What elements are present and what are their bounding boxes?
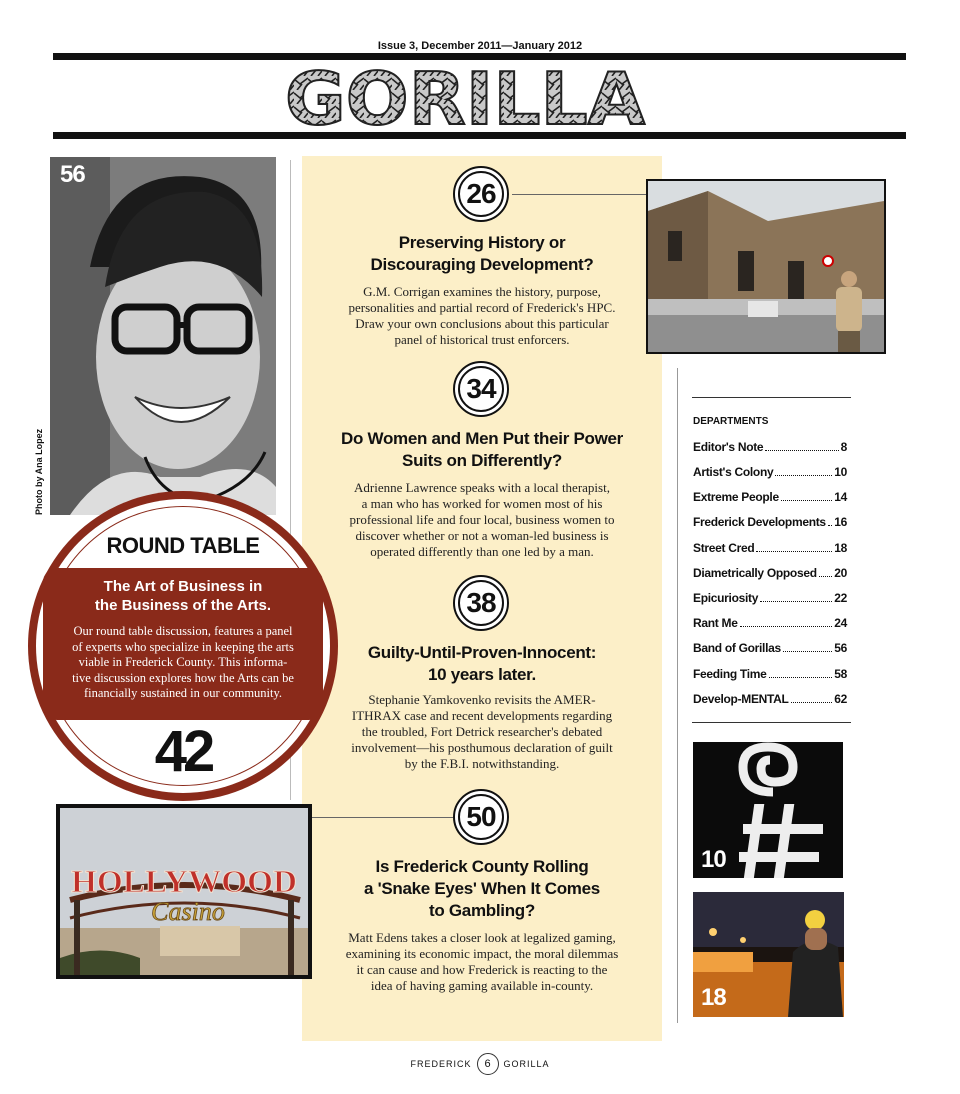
article-headline[interactable]: Preserving History or Discouraging Development? xyxy=(370,233,594,274)
footer-right: GORILLA xyxy=(503,1059,550,1069)
department-item[interactable]: Band of Gorillas 56 xyxy=(693,641,847,655)
department-item[interactable]: Editor's Note 8 xyxy=(693,440,847,454)
round-table-subtitle: The Art of Business in the Business of the Arts. xyxy=(94,578,272,614)
connector-line xyxy=(312,817,453,818)
masthead-logo xyxy=(280,62,650,130)
round-table-page-number: 42 xyxy=(154,719,212,784)
article-page-circle xyxy=(453,789,509,845)
article-page-number: 34 xyxy=(458,366,504,412)
article-page-circle xyxy=(453,575,509,631)
article-page-number: 50 xyxy=(458,794,504,840)
department-item[interactable]: Extreme People 14 xyxy=(693,490,847,504)
departments-heading: DEPARTMENTS xyxy=(693,416,769,427)
casino-script-text: Casino xyxy=(151,897,225,926)
hash-page-number: 10 xyxy=(701,846,726,873)
sidebar-divider xyxy=(677,368,678,1023)
masthead-text: GORILLA xyxy=(285,62,646,130)
street-page-number: 18 xyxy=(701,984,726,1011)
article-headline[interactable]: Is Frederick County Rolling a 'Snake Eyes' When It Comes to Gambling? xyxy=(364,857,600,920)
department-item[interactable]: Street Cred 18 xyxy=(693,541,847,555)
round-table-title: ROUND TABLE xyxy=(106,533,260,558)
article-page-circle xyxy=(453,166,509,222)
article-blurb: Adrienne Lawrence speaks with a local therapist, a man who has worked for women most of his professional life and four local, business women to discover whether or not a woman-led business is operated differently than one led by a man. xyxy=(349,480,615,559)
portrait-page-number: 56 xyxy=(60,161,85,188)
department-item[interactable]: Diametrically Opposed 20 xyxy=(693,566,847,580)
article-blurb: G.M. Corrigan examines the history, purpose, personalities and partial record of Frederick's HPC. Draw your own conclusions about this particular panel of historical trust enforcers. xyxy=(348,284,616,347)
hollywood-sign-text: HOLLYWOOD xyxy=(71,863,297,899)
article-blurb: Stephanie Yamkovenko revisits the AMER- ITHRAX case and recent developments regarding the troubled, Fort Detrick researcher's debated involvement—his posthumous declaration of guilt by the F.B.I. notwithstanding. xyxy=(351,692,613,771)
portrait-photo xyxy=(50,157,276,515)
article-blurb: Matt Edens takes a closer look at legalized gaming, examining its economic impact, the moral dilemmas it can cause and how Frederick is reacting to the idea of having gaming available in-county. xyxy=(345,930,619,993)
article-page-number: 38 xyxy=(458,580,504,626)
department-item[interactable]: Rant Me 24 xyxy=(693,616,847,630)
article-headline[interactable]: Guilty-Until-Proven-Innocent: 10 years later. xyxy=(367,643,597,684)
photo-credit: Photo by Ana Lopez xyxy=(34,428,44,515)
article-headline[interactable]: Do Women and Men Put their Power Suits on Differently? xyxy=(341,429,623,470)
article-page-number: 26 xyxy=(458,171,504,217)
connector-line xyxy=(512,194,646,195)
top-rule xyxy=(53,53,906,60)
departments-top-rule xyxy=(692,397,851,398)
footer-left: FREDERICK xyxy=(410,1059,472,1069)
department-item[interactable]: Develop-MENTAL 62 xyxy=(693,692,847,706)
street-night-photo xyxy=(693,892,844,1017)
department-item[interactable]: Frederick Developments 16 xyxy=(693,515,847,529)
departments-bottom-rule xyxy=(692,722,851,723)
casino-photo xyxy=(56,804,312,979)
issue-date: Issue 3, December 2011—January 2012 xyxy=(377,40,583,52)
page-footer xyxy=(0,1053,960,1075)
footer-page-number: 6 xyxy=(477,1053,499,1075)
article-page-circle xyxy=(453,361,509,417)
department-item[interactable]: Epicuriosity 22 xyxy=(693,591,847,605)
department-item[interactable]: Artist's Colony 10 xyxy=(693,465,847,479)
round-table-text: Our round table discussion, features a panel of experts who specialize in keeping the arts viable in Frederick County. This informa- tive discussion explores how the Arts can be financially sustained in our community. xyxy=(72,624,294,700)
hash-art-photo xyxy=(693,742,843,878)
department-item[interactable]: Feeding Time 58 xyxy=(693,667,847,681)
historic-building-photo xyxy=(646,179,886,354)
bottom-rule xyxy=(53,132,906,139)
